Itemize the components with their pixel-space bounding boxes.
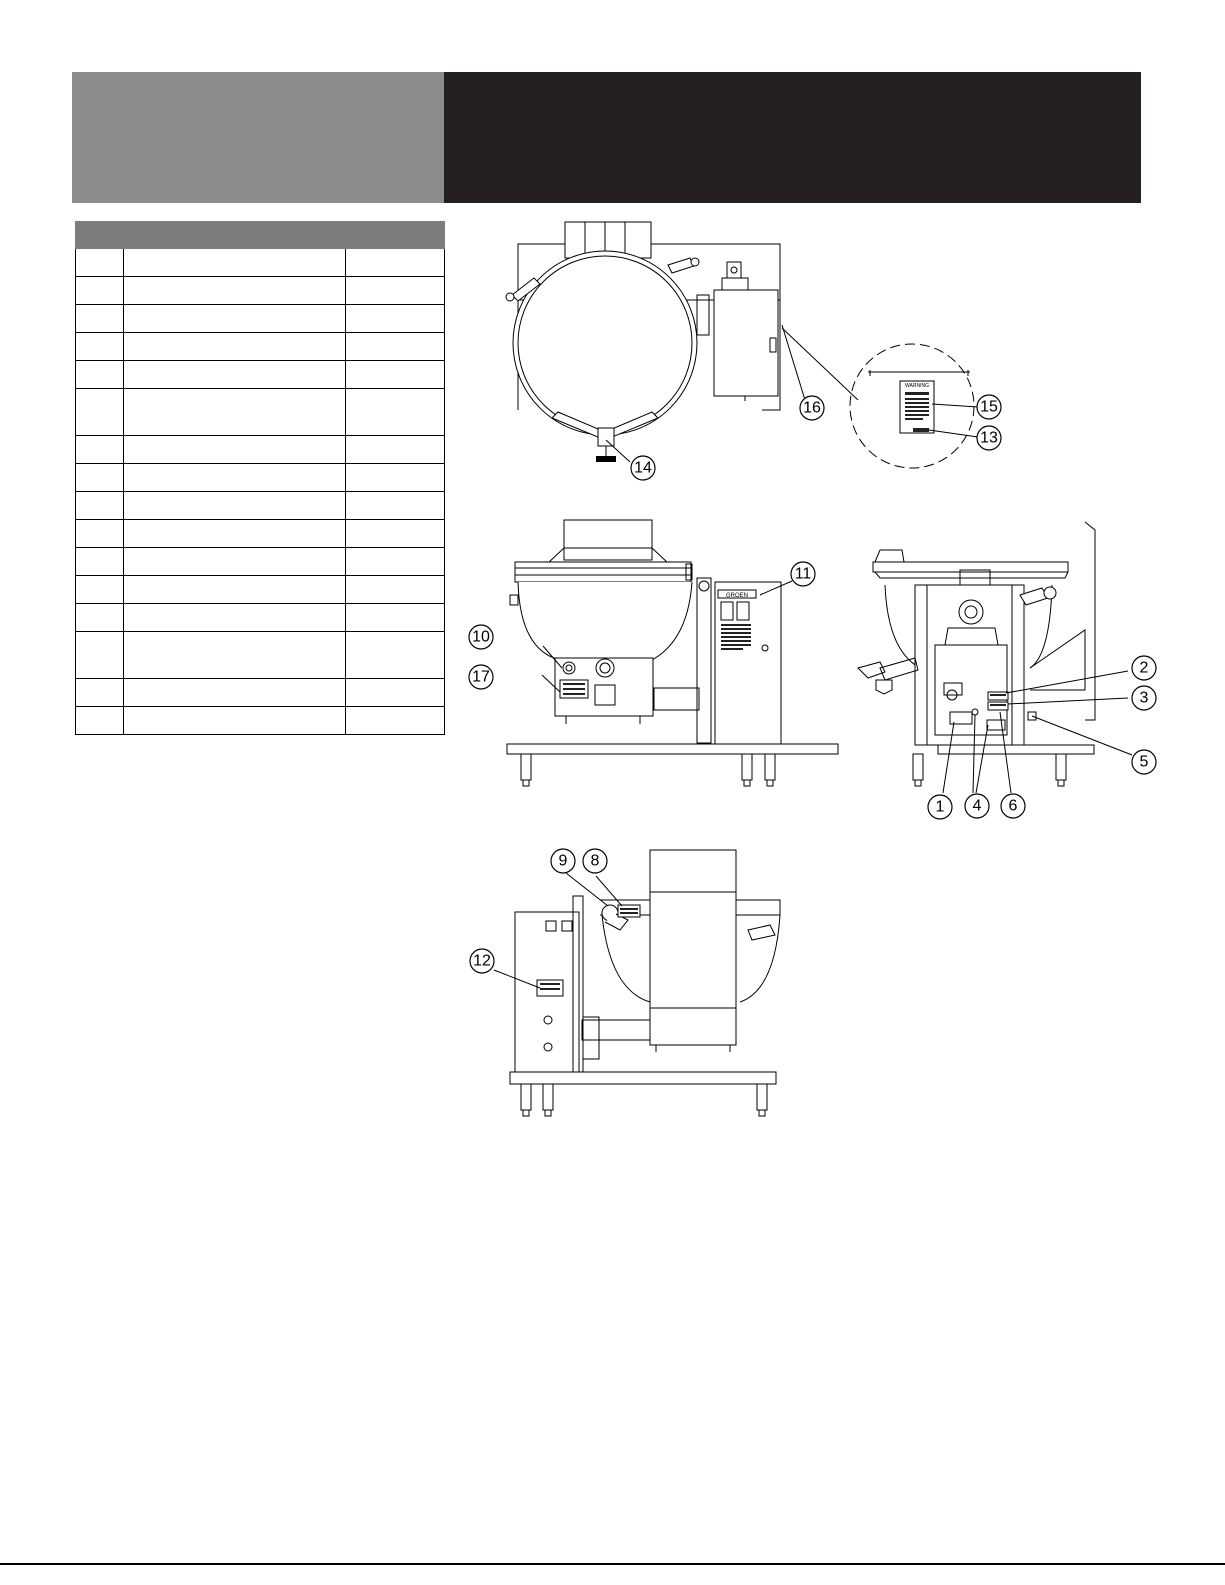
callout-4	[965, 794, 989, 818]
pour-spout	[598, 428, 614, 446]
callout-13	[977, 426, 1001, 450]
svg-text:1: 1	[935, 798, 945, 816]
svg-text:2: 2	[1139, 659, 1149, 677]
warning-label-title: WARNING	[905, 383, 929, 389]
svg-text:11: 11	[794, 565, 812, 583]
callout-12	[470, 949, 494, 973]
console-box-top	[714, 290, 778, 396]
callout-6	[1001, 794, 1025, 818]
hinged-lid-handle	[564, 520, 652, 560]
brand-label: GROEN	[725, 593, 749, 599]
base-stand-side	[938, 745, 1094, 754]
svg-text:13: 13	[980, 429, 998, 447]
svg-text:10: 10	[472, 628, 490, 646]
svg-text:17: 17	[472, 668, 490, 686]
svg-text:5: 5	[1139, 753, 1149, 771]
callout-2	[1132, 656, 1156, 680]
svg-text:12: 12	[473, 952, 491, 970]
front-view	[507, 520, 838, 786]
callout-9	[551, 849, 575, 873]
callout-15	[977, 395, 1001, 419]
right-valve	[668, 258, 694, 273]
callout-5	[1132, 750, 1156, 774]
callout-3	[1132, 686, 1156, 710]
svg-text:4: 4	[972, 797, 982, 815]
kettle-body-front	[518, 582, 692, 660]
callout-1	[928, 795, 952, 819]
rear-view	[494, 850, 780, 1116]
callout-11	[791, 562, 815, 586]
svg-text:14: 14	[634, 459, 652, 477]
footer-rule	[0, 1563, 1225, 1565]
svg-text:16: 16	[803, 399, 821, 417]
callout-10	[469, 625, 493, 649]
svg-text:3: 3	[1139, 689, 1149, 707]
side-view	[858, 522, 1132, 793]
svg-text:6: 6	[1008, 797, 1018, 815]
callout-16	[800, 396, 824, 420]
svg-text:8: 8	[590, 852, 600, 870]
svg-text:15: 15	[980, 398, 998, 416]
svg-text:9: 9	[558, 852, 568, 870]
kettle-rim-circle	[513, 251, 697, 435]
warning-label-detail	[850, 344, 978, 468]
base-stand-rear	[510, 1072, 776, 1084]
callout-8	[583, 849, 607, 873]
callout-14	[631, 456, 655, 480]
base-stand-front	[507, 744, 838, 754]
rear-lid-top	[650, 850, 736, 892]
top-view	[506, 222, 858, 462]
callout-17	[469, 665, 493, 689]
